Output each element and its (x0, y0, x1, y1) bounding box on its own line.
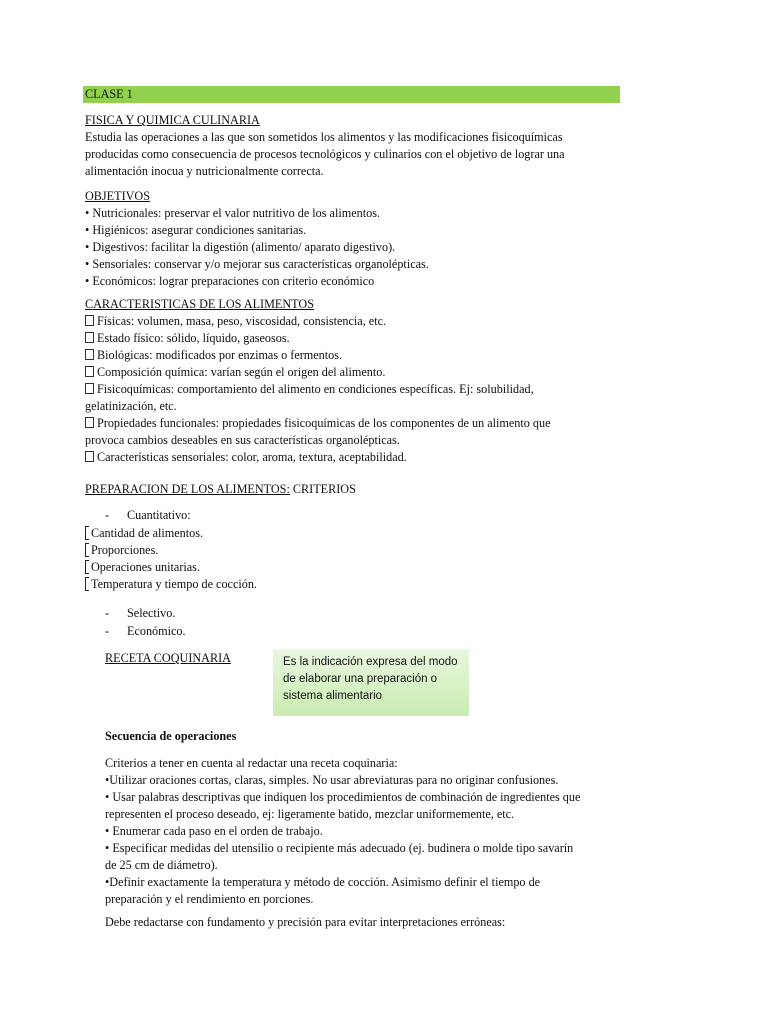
list-item (85, 313, 630, 330)
list-item-text: Fisicoquímicas: comportamiento del alimento en condiciones específicas. Ej: solubilidad, (97, 382, 534, 396)
list-item-text: Características sensoriales: color, aroma, textura, aceptabilidad. (97, 450, 407, 464)
paragraph-line: preparación y el rendimiento en porciones. (105, 892, 314, 906)
list-item-text: Temperatura y tiempo de cocción. (91, 577, 257, 591)
dash-marker: - (105, 508, 110, 522)
list-item-text: Selectivo. (127, 606, 176, 620)
secuencia-heading: Secuencia de operaciones (105, 729, 237, 743)
dash-marker: - (105, 624, 110, 638)
paragraph-line: gelatinización, etc. (85, 399, 177, 413)
list-item-text: Propiedades funcionales: propiedades fisicoquímicas de los componentes de un alimento que (97, 416, 551, 430)
definition-line: de elaborar una preparación o (283, 673, 438, 685)
cuantitativo-sublist (85, 525, 630, 593)
list-item (85, 347, 630, 364)
preparacion-heading-rest: CRITERIOS (289, 482, 356, 496)
list-item-text: Cuantitativo: (127, 508, 191, 522)
list-item (85, 542, 630, 559)
list-item-text: Económico. (127, 624, 186, 638)
dash-marker: - (105, 606, 110, 620)
list-item: • Económicos: lograr preparaciones con criterio económico (85, 274, 375, 288)
list-item: • Enumerar cada paso en el orden de trabajo. (105, 824, 323, 838)
list-item (85, 381, 630, 398)
objetivos-heading: OBJETIVOS (85, 189, 151, 203)
caracteristicas-heading: CARACTERISTICAS DE LOS ALIMENTOS (85, 297, 314, 311)
list-item: •Definir exactamente la temperatura y método de cocción. Asimismo definir el tiempo de (105, 875, 541, 889)
list-item: • Higiénicos: asegurar condiciones sanitarias. (85, 223, 307, 237)
missing-glyph-icon (85, 349, 94, 360)
preparacion-heading-underlined: PREPARACION DE LOS ALIMENTOS: (85, 482, 290, 496)
list-item-text: Composición química: varían según el origen del alimento. (97, 365, 386, 379)
caracteristicas-section (85, 296, 630, 466)
list-item-text: Operaciones unitarias. (91, 560, 200, 574)
list-item: • Sensoriales: conservar y/o mejorar sus características organolépticas. (85, 257, 429, 271)
list-item (105, 507, 191, 524)
missing-glyph-icon (85, 366, 94, 377)
bracket-icon (85, 560, 89, 574)
missing-glyph-icon (85, 332, 94, 343)
list-item: • Nutricionales: preservar el valor nutritivo de los alimentos. (85, 206, 380, 220)
paragraph-line: alimentación inocua y nutricionalmente correcta. (85, 164, 324, 178)
missing-glyph-icon (85, 315, 94, 326)
receta-heading: RECETA COQUINARIA (105, 651, 231, 665)
list-item (85, 576, 630, 593)
list-item-text: Cantidad de alimentos. (91, 526, 204, 540)
objetivos-section (85, 188, 630, 290)
list-item: • Digestivos: facilitar la digestión (alimento/ aparato digestivo). (85, 240, 396, 254)
list-item (85, 525, 630, 542)
list-item-text: Proporciones. (91, 543, 159, 557)
paragraph-line: producidas como consecuencia de procesos tecnológicos y culinarios con el objetivo de lograr una (85, 147, 565, 161)
preparacion-heading (85, 481, 630, 498)
list-item-text: Biológicas: modificados por enzimas o fermentos. (97, 348, 343, 362)
missing-glyph-icon (85, 451, 94, 462)
bracket-icon (85, 526, 89, 540)
class-title-bar: CLASE 1 (83, 86, 620, 103)
paragraph-line: representen el proceso deseado, ej: ligeramente batido, mezclar uniformemente, etc. (105, 807, 515, 821)
list-item: • Especificar medidas del utensilio o recipiente más adecuado (ej. budinera o molde tipo savarín (105, 841, 574, 855)
paragraph-line: provoca cambios deseables en sus características organolépticas. (85, 433, 400, 447)
fisica-heading: FISICA Y QUIMICA CULINARIA (85, 113, 260, 127)
bracket-icon (85, 577, 89, 591)
missing-glyph-icon (85, 383, 94, 394)
list-item (85, 415, 630, 432)
bracket-icon (85, 543, 89, 557)
definition-line: Es la indicación expresa del modo (283, 656, 458, 668)
definition-box (273, 649, 469, 716)
definition-line: sistema alimentario (283, 690, 383, 702)
secuencia-section (105, 755, 665, 908)
paragraph-line: Estudia las operaciones a las que son sometidos los alimentos y las modificaciones fisicoquímicas (85, 130, 563, 144)
paragraph-line: Criterios a tener en cuenta al redactar una receta coquinaria: (105, 756, 398, 770)
fisica-section (85, 112, 630, 180)
list-item-text: Estado físico: sólido, líquido, gaseosos. (97, 331, 290, 345)
list-item (105, 623, 186, 640)
list-item (85, 330, 630, 347)
list-item-text: Físicas: volumen, masa, peso, viscosidad, consistencia, etc. (97, 314, 387, 328)
list-item (85, 449, 630, 466)
paragraph-line: de 25 cm de diámetro). (105, 858, 218, 872)
list-item (105, 605, 175, 622)
list-item (85, 559, 630, 576)
list-item: •Utilizar oraciones cortas, claras, simples. No usar abreviaturas para no originar confusiones. (105, 773, 559, 787)
closing-line: Debe redactarse con fundamento y precisión para evitar interpretaciones erróneas: (105, 915, 506, 929)
list-item (85, 364, 630, 381)
missing-glyph-icon (85, 417, 94, 428)
list-item: • Usar palabras descriptivas que indiquen los procedimientos de combinación de ingredientes que (105, 790, 581, 804)
